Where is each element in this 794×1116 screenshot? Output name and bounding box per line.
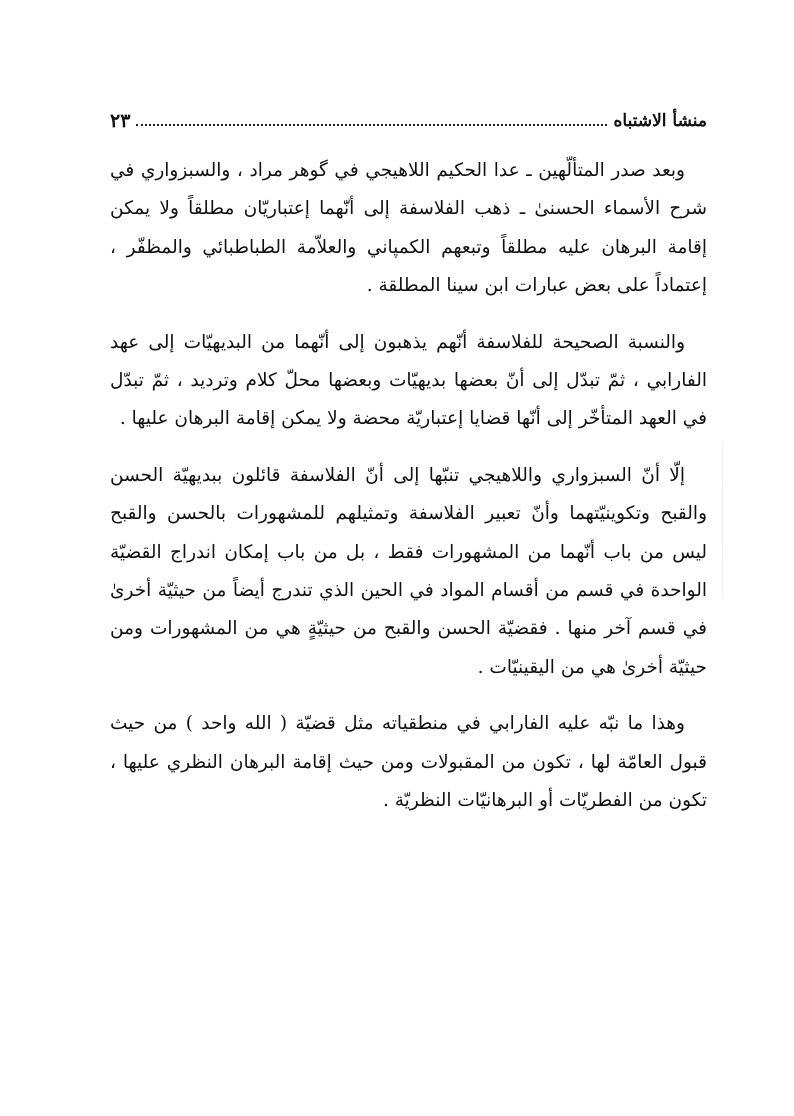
running-title: منشأ الاشتباه bbox=[613, 111, 707, 131]
paragraph-4: وهذا ما نبّه عليه الفارابي في منطقياته مثل قضيّة ( الله واحد ) من حيث قبول العامّة لها ، تكون من المقبولات ومن حيث إقامة البرهان النظري عليها ، تكون من الفطريّات أو البرهانيّات النظريّة . bbox=[110, 713, 707, 812]
page-number: ٢٣ bbox=[110, 110, 131, 132]
paragraph-3: إلّا أنّ السبزواري واللاهيجي تنبّها إلى أنّ الفلاسفة قائلون ببديهيّة الحسن والقبح وتكوينيّتهما وأنّ تعبير الفلاسفة وتمثيلهم للمشهورات بالحسن والقبح ليس من باب أنّهما من المشهورات فقط ، بل من باب إمكان اندراج القضيّة الواحدة في قسم من أقسام المواد في الحين الذي تندرج أيضاً من حيثيّة أخرىٰ في قسم آخر منها . فقضيّة الحسن والقبح من حيثيّةٍ هي من المشهورات ومن حيثيّة أخرىٰ هي من اليقينيّات . bbox=[110, 464, 708, 678]
paragraph-2: والنسبة الصحيحة للفلاسفة أنّهم يذهبون إلى أنّهما من البديهيّات إلى عهد الفارابي ، ثمّ تبدّل إلى أنّ بعضها بديهيّات وبعضها محلّ كلام وترديد ، ثمّ تبدّل في العهد المتأخّر إلى أنّها قضايا إعتباريّة محضة ولا يمكن إقامة البرهان عليها . bbox=[110, 331, 707, 430]
scan-margin-mark bbox=[722, 440, 723, 600]
body-text bbox=[110, 152, 707, 839]
running-header bbox=[110, 104, 707, 138]
dotted-leader bbox=[136, 124, 607, 126]
paragraph-1: وبعد صدر المتألّهين ـ عدا الحكيم اللاهيجي في گوهر مراد ، والسبزواري في شرح الأسماء الحسنىٰ ـ ذهب الفلاسفة إلى أنّهما إعتباريّان مطلقاً ولا يمكن إقامة البرهان عليه مطلقاً وتبعهم الكمپاني والعلاّمة الطباطبائي والمظفّر ، إعتماداً على بعض عبارات ابن سينا المطلقة . bbox=[110, 160, 707, 297]
